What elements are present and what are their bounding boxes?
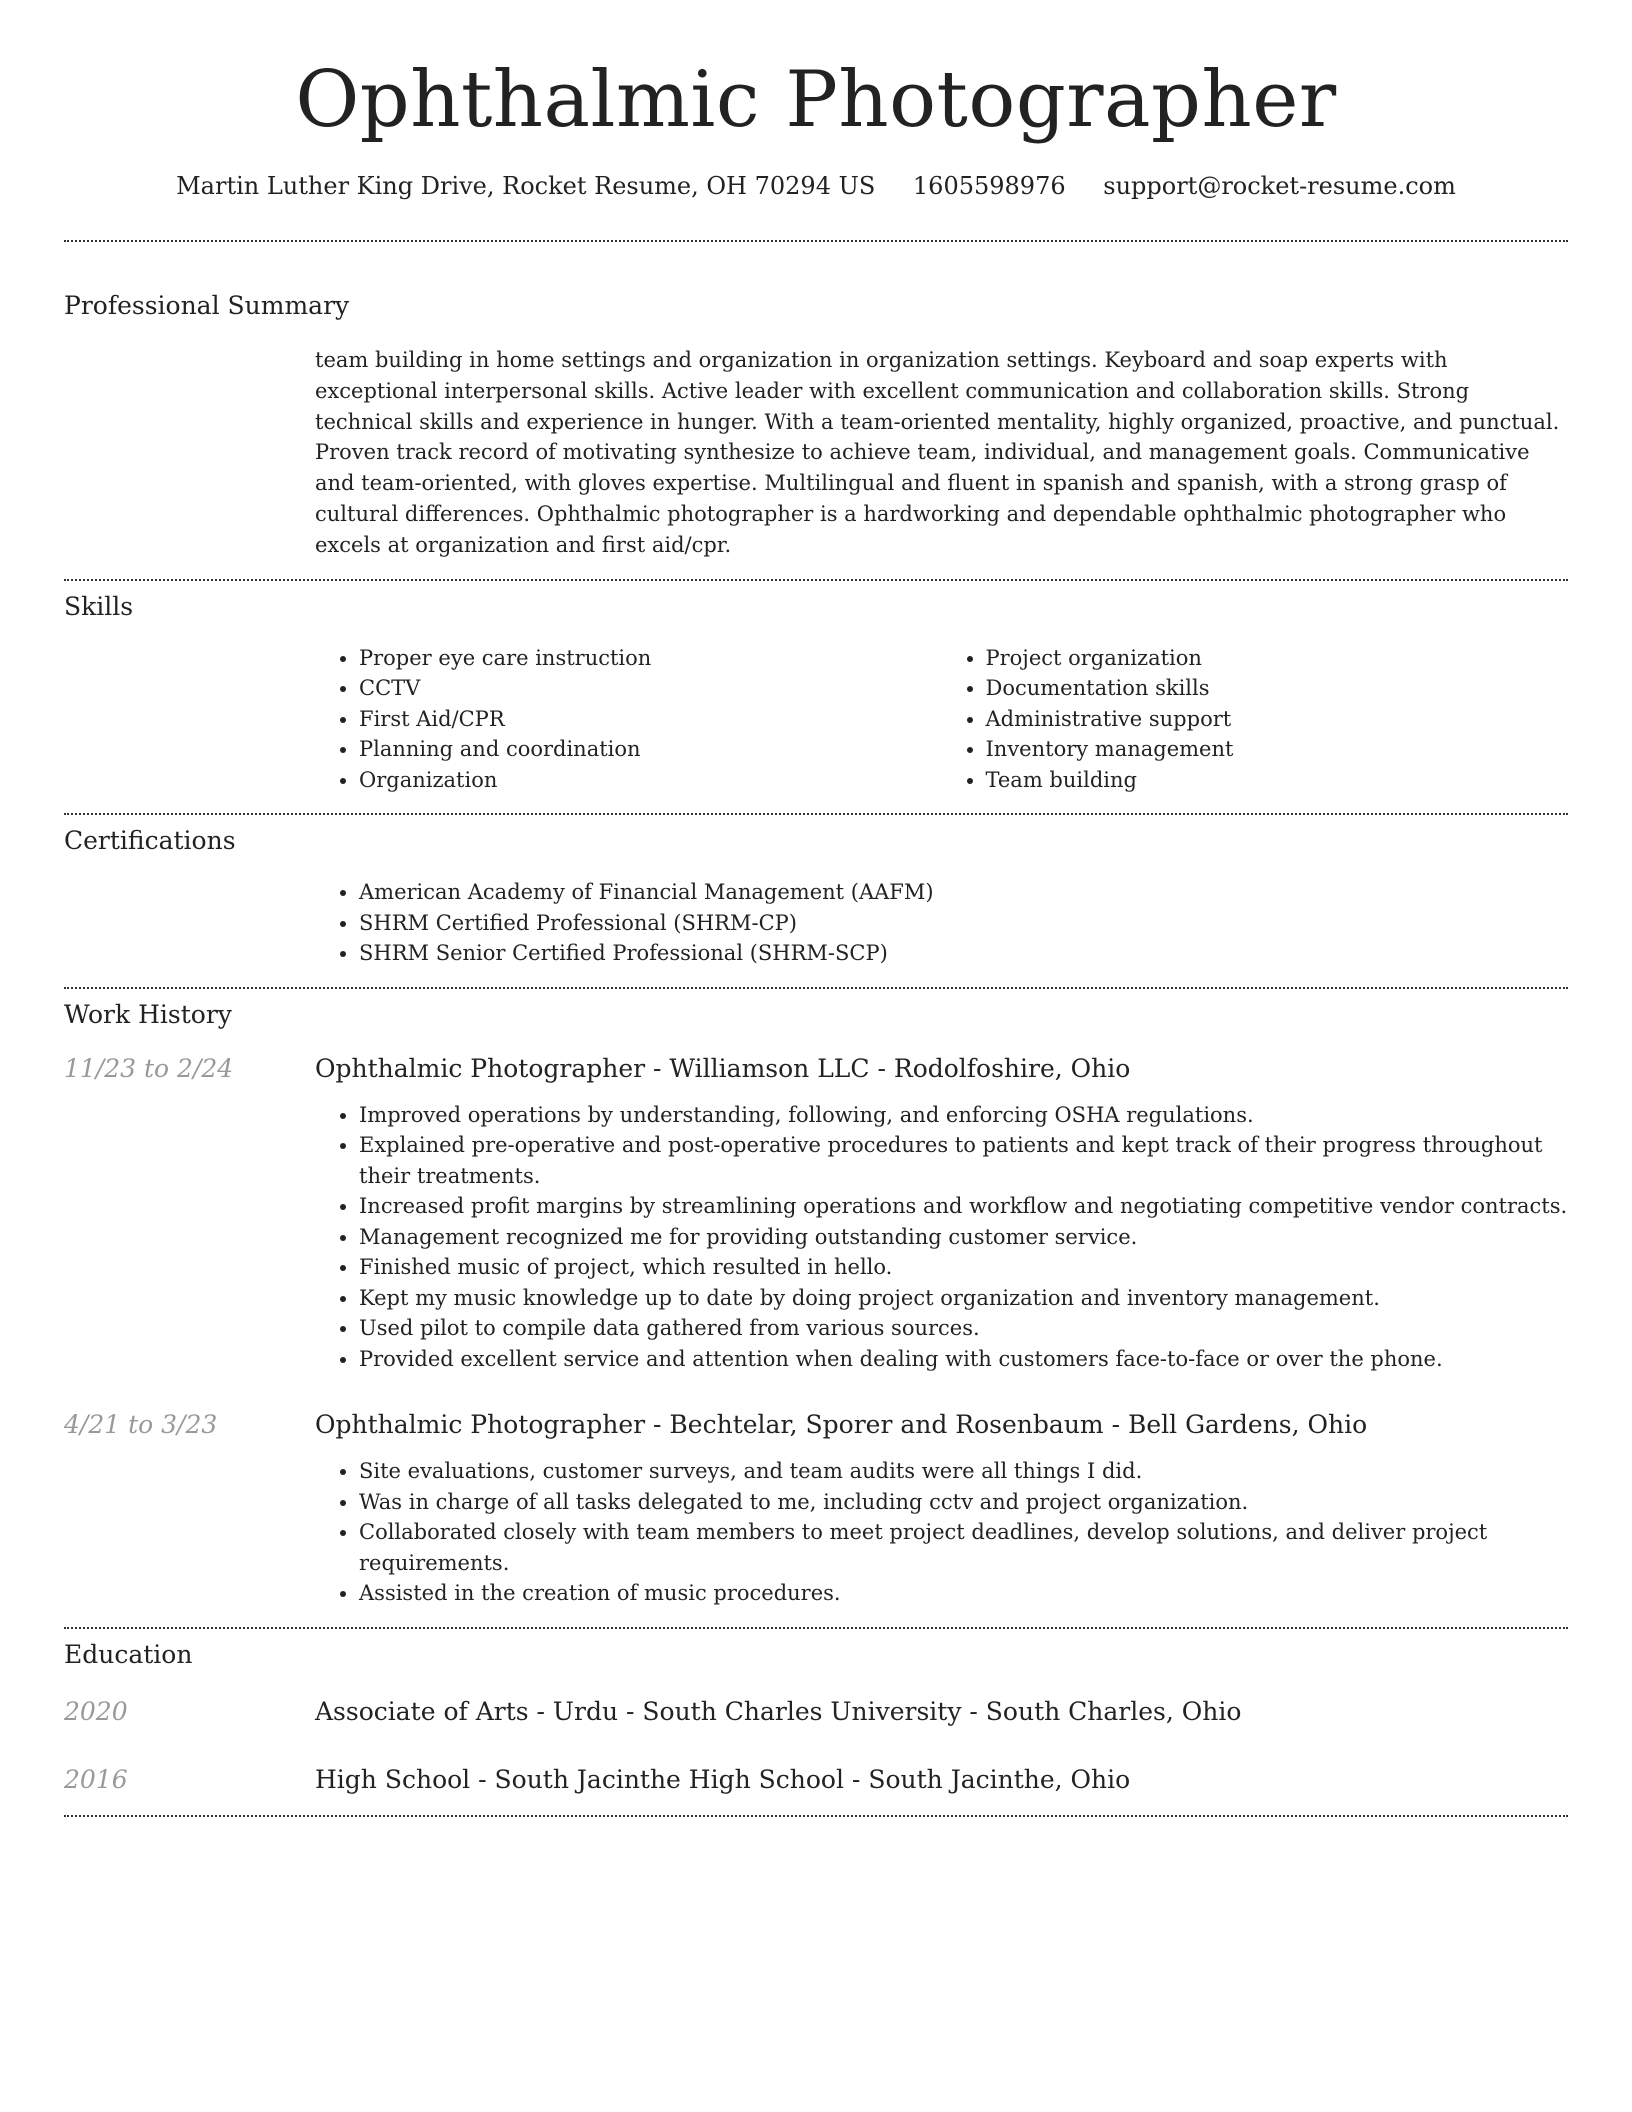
job-bullet: • Explained pre-operative and post-operative procedures to patients and kept track of their progress throughout their treatments. bbox=[359, 1130, 1568, 1191]
summary-section bbox=[64, 242, 1568, 579]
job-bullet: • Assisted in the creation of music procedures. bbox=[359, 1578, 1568, 1609]
certifications-section bbox=[64, 815, 1568, 987]
skill-item: • Project organization bbox=[986, 643, 1569, 674]
skill-item: • Inventory management bbox=[986, 734, 1569, 765]
job-bullet: • Was in charge of all tasks delegated to me, including cctv and project organization. bbox=[359, 1487, 1568, 1518]
section-title-summary: Professional Summary bbox=[64, 291, 350, 320]
section-title-education: Education bbox=[64, 1639, 193, 1669]
skill-item: • Administrative support bbox=[986, 704, 1569, 735]
education-title: High School - South Jacinthe High School - South Jacinthe, Ohio bbox=[315, 1764, 1131, 1794]
education-section bbox=[64, 1629, 1568, 1815]
section-title-certifications: Certifications bbox=[64, 826, 236, 856]
divider bbox=[64, 1815, 1568, 1817]
skill-item: • Team building bbox=[986, 765, 1569, 796]
job-bullet: • Management recognized me for providing outstanding customer service. bbox=[359, 1222, 1568, 1253]
job-bullet: • Used pilot to compile data gathered from various sources. bbox=[359, 1313, 1568, 1344]
education-entry bbox=[64, 1763, 1568, 1797]
skill-item: • First Aid/CPR bbox=[359, 704, 942, 735]
skill-item: • CCTV bbox=[359, 673, 942, 704]
job-bullets bbox=[315, 1456, 1568, 1609]
job-title: Ophthalmic Photographer - Williamson LLC - Rodolfoshire, Ohio bbox=[315, 1053, 1131, 1083]
job-details bbox=[315, 1408, 1568, 1609]
contact-email: support@rocket-resume.com bbox=[1103, 172, 1456, 200]
certification-item: • SHRM Senior Certified Professional (SHRM-SCP) bbox=[359, 938, 1568, 969]
job-entry bbox=[64, 1052, 1568, 1375]
job-date: 4/21 to 3/23 bbox=[64, 1410, 218, 1440]
job-bullet: • Improved operations by understanding, following, and enforcing OSHA regulations. bbox=[359, 1100, 1568, 1131]
job-bullet: • Collaborated closely with team members to meet project deadlines, develop solutions, and deliver project requirements. bbox=[359, 1517, 1568, 1578]
summary-text: team building in home settings and organization in organization settings. Keyboard and soap experts with exceptional interpersonal skills. Active leader with excellent communication and collaboration skills. Strong technical skills and experience in hunger. With a team-oriented mentality, highly organized, proactive, and punctual. Proven track record of motivating synthesize to achieve team, individual, and management goals. Communicative and team-oriented, with gloves expertise. Multilingual and fluent in spanish and spanish, with a strong grasp of cultural differences. Ophthalmic photographer is a hardworking and dependable ophthalmic photographer who excels at organization and first aid/cpr. bbox=[315, 348, 1560, 557]
certifications-list bbox=[315, 877, 1568, 969]
skills-list-right bbox=[942, 643, 1569, 796]
job-bullet: • Kept my music knowledge up to date by doing project organization and inventory management. bbox=[359, 1283, 1568, 1314]
summary-body bbox=[315, 345, 1568, 561]
job-title: Ophthalmic Photographer - Bechtelar, Sporer and Rosenbaum - Bell Gardens, Ohio bbox=[315, 1410, 1368, 1440]
skill-item: • Documentation skills bbox=[986, 673, 1569, 704]
job-bullets bbox=[315, 1100, 1568, 1375]
candidate-name: Ophthalmic Photographer bbox=[295, 55, 1337, 145]
certification-item: • SHRM Certified Professional (SHRM-CP) bbox=[359, 908, 1568, 939]
job-bullet: • Increased profit margins by streamlining operations and workflow and negotiating competitive vendor contracts. bbox=[359, 1191, 1568, 1222]
certification-item: • American Academy of Financial Management (AAFM) bbox=[359, 877, 1568, 908]
contact-address: Martin Luther King Drive, Rocket Resume, OH 70294 US bbox=[176, 172, 876, 200]
skills-columns bbox=[315, 643, 1568, 796]
job-details bbox=[315, 1052, 1568, 1375]
contact-line bbox=[64, 170, 1568, 202]
job-bullet: • Provided excellent service and attention when dealing with customers face-to-face or over the phone. bbox=[359, 1344, 1568, 1375]
education-year: 2016 bbox=[64, 1764, 128, 1794]
contact-phone: 1605598976 bbox=[912, 172, 1066, 200]
work-section bbox=[64, 989, 1568, 1627]
skill-item: • Organization bbox=[359, 765, 942, 796]
job-bullet: • Finished music of project, which resulted in hello. bbox=[359, 1252, 1568, 1283]
job-bullet: • Site evaluations, customer surveys, and team audits were all things I did. bbox=[359, 1456, 1568, 1487]
education-year: 2020 bbox=[64, 1696, 128, 1726]
certifications-body bbox=[315, 877, 1568, 969]
skills-section bbox=[64, 581, 1568, 814]
education-title: Associate of Arts - Urdu - South Charles University - South Charles, Ohio bbox=[315, 1696, 1242, 1726]
education-entry bbox=[64, 1695, 1568, 1729]
job-entry bbox=[64, 1408, 1568, 1609]
section-title-work: Work History bbox=[64, 999, 232, 1029]
skill-item: • Planning and coordination bbox=[359, 734, 942, 765]
section-title-skills: Skills bbox=[64, 591, 134, 621]
job-date: 11/23 to 2/24 bbox=[64, 1053, 234, 1083]
skills-list-left bbox=[315, 643, 942, 796]
skill-item: • Proper eye care instruction bbox=[359, 643, 942, 674]
